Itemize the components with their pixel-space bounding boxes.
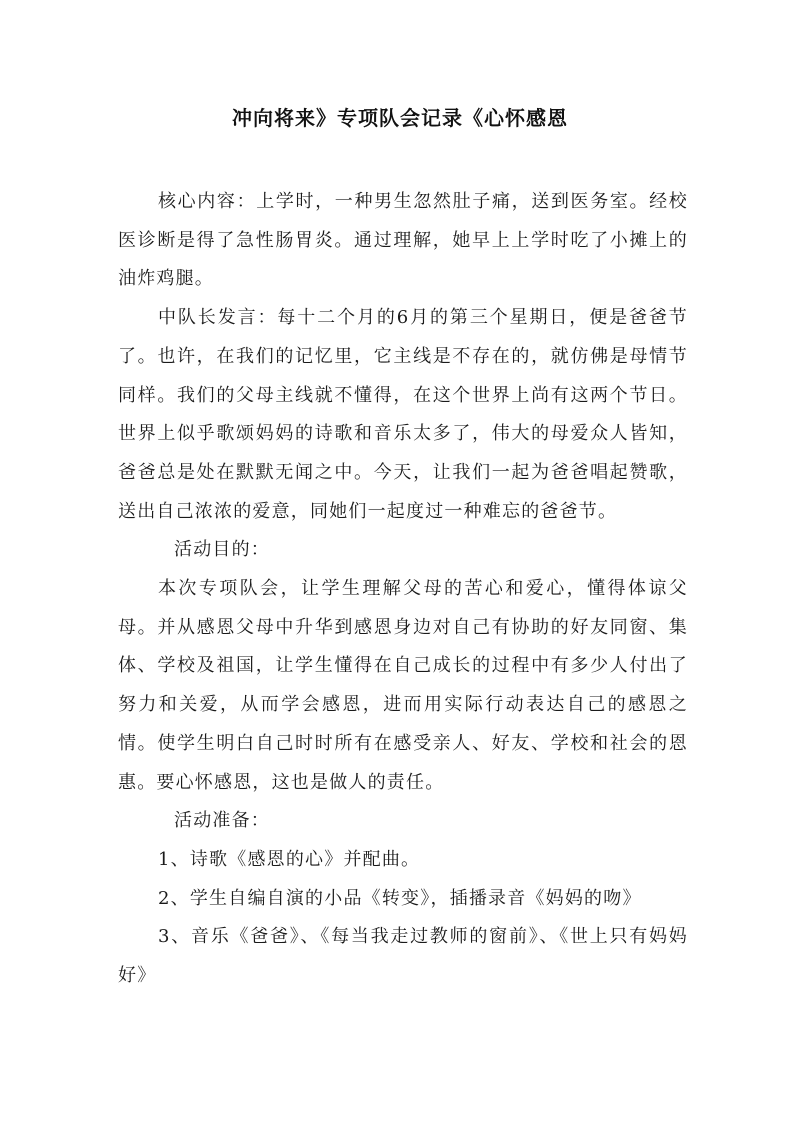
document-body	[118, 183, 688, 996]
paragraph-captain-speech: 中队长发言：每十二个月的6月的第三个星期日，便是爸爸节了。也许，在我们的记忆里，它主线是不存在的，就仿佛是母情节同样。我们的父母主线就不懂得，在这个世界上尚有这两个节日。世界上似乎歌颂妈妈的诗歌和音乐太多了，伟大的母爱众人皆知，爸爸总是处在默默无闻之中。今天，让我们一起为爸爸唱起赞歌，送出自己浓浓的爱意，同她们一起度过一种难忘的爸爸节。	[118, 307, 688, 522]
list-item: 2、学生自编自演的小品《转变》，插播录音《妈妈的吻》	[158, 887, 642, 909]
heading-activity-preparation: 活动准备：	[174, 810, 270, 832]
list-item: 3、音乐《爸爸》、《每当我走过教师的窗前》、《世上只有妈妈好》	[118, 926, 688, 987]
document-title: 冲向将来》专项队会记录《心怀感恩	[232, 106, 568, 130]
list-item: 1、诗歌《感恩的心》并配曲。	[158, 848, 421, 870]
paragraph-activity-purpose: 本次专项队会，让学生理解父母的苦心和爱心，懂得体谅父母。并从感恩父母中升华到感恩身边对自己有协助的好友同窗、集体、学校及祖国，让学生懂得在自己成长的过程中有多少人付出了努力和关爱，从而学会感恩，进而用实际行动表达自己的感恩之情。使学生明白自己时时所有在感受亲人、好友、学校和社会的恩惠。要心怀感恩，这也是做人的责任。	[118, 578, 688, 793]
paragraph-core-content: 核心内容：上学时，一种男生忽然肚子痛，送到医务室。经校医诊断是得了急性肠胃炎。通过理解，她早上上学时吃了小摊上的油炸鸡腿。	[118, 191, 688, 290]
preparation-list	[118, 841, 688, 996]
heading-activity-purpose: 活动目的：	[174, 539, 270, 561]
